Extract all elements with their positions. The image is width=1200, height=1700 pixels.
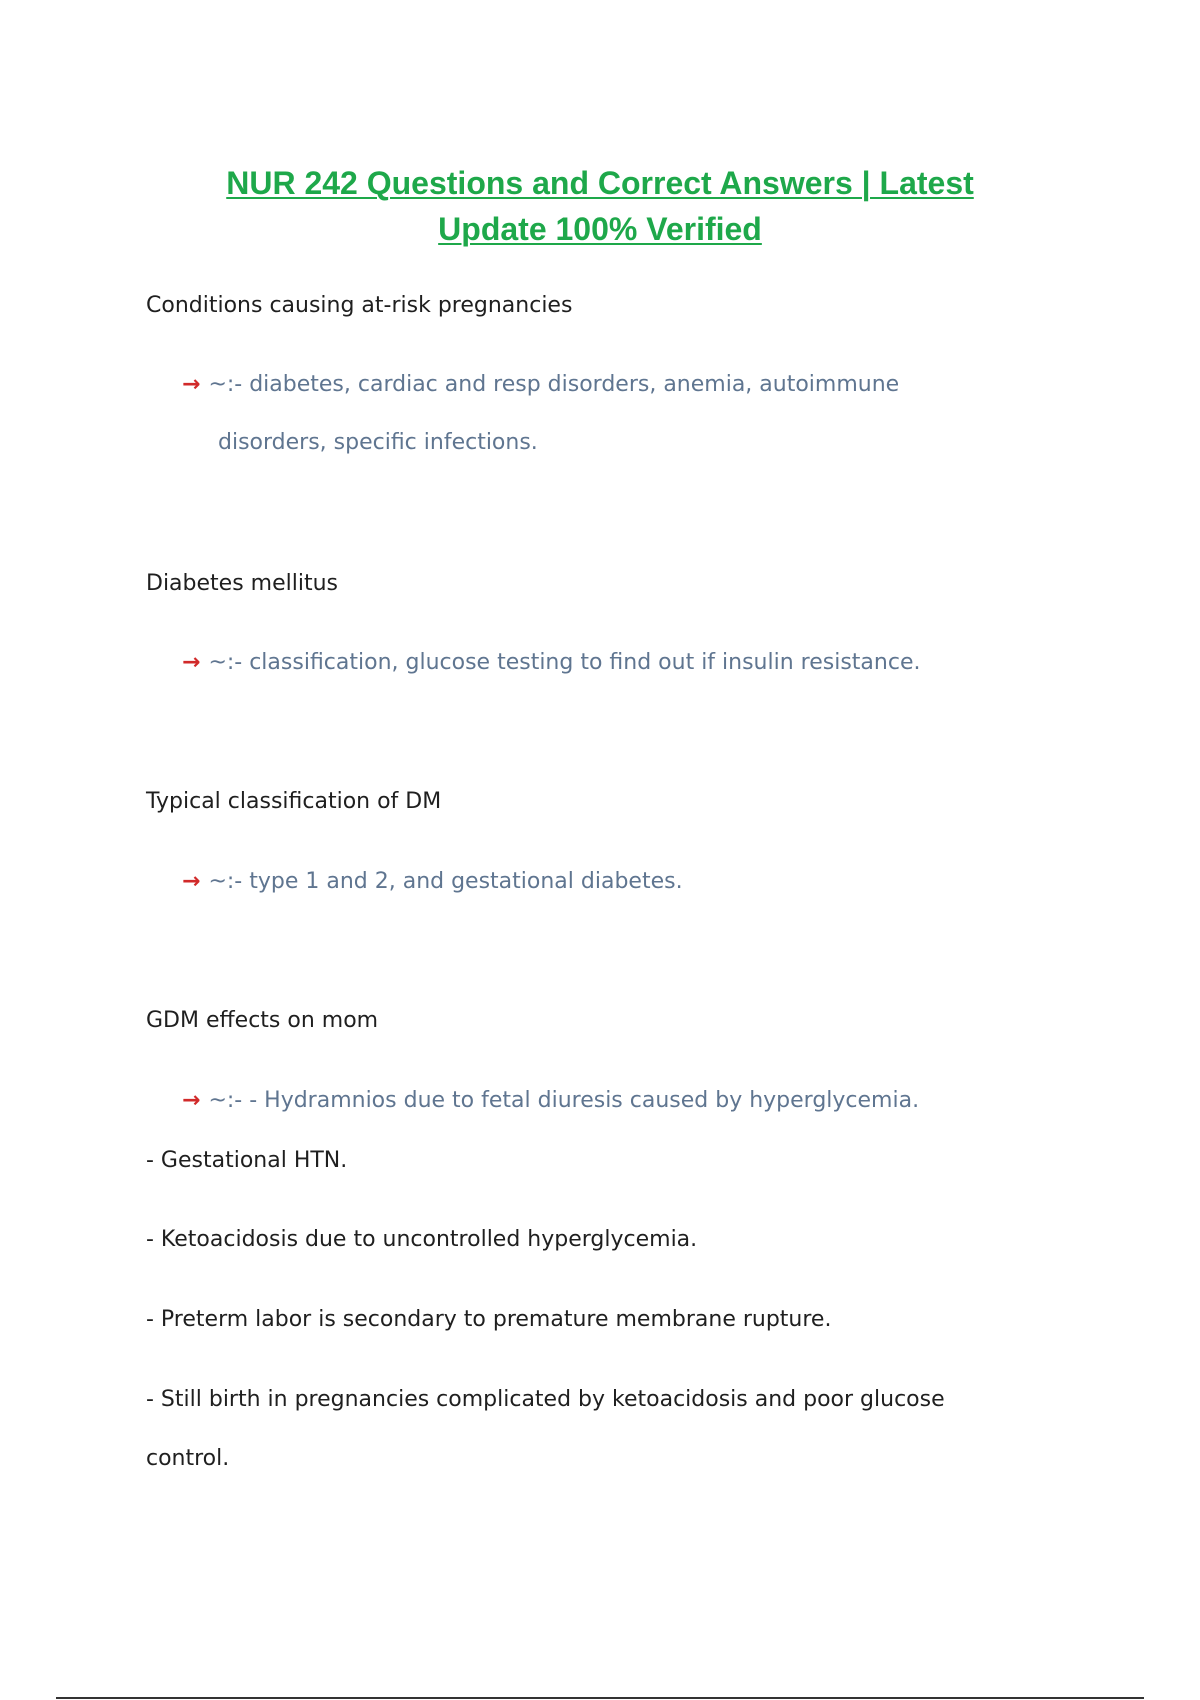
right-arrow-icon: → [182,869,201,894]
question-2: Diabetes mellitus [146,571,338,596]
question-4: GDM effects on mom [146,1008,379,1033]
right-arrow-icon: → [182,372,201,397]
answer-3-line-1: ~:- type 1 and 2, and gestational diabetes. [208,869,683,894]
right-arrow-icon: → [182,650,201,675]
title-line-2: Update 100% Verified [438,211,762,247]
right-arrow-icon: → [182,1088,201,1113]
answer-1-line-1: ~:- diabetes, cardiac and resp disorders, anemia, autoimmune [208,372,900,397]
question-3: Typical classification of DM [146,789,442,814]
title-line-1: NUR 242 Questions and Correct Answers | Latest [226,165,974,201]
footer-divider [56,1697,1144,1699]
question-1: Conditions causing at-risk pregnancies [146,293,573,318]
note-item: - Ketoacidosis due to uncontrolled hyperglycemia. [146,1227,698,1252]
answer-3 [182,853,1002,911]
answer-4-line-1: ~:- - Hydramnios due to fetal diuresis caused by hyperglycemia. [208,1088,920,1113]
note-item: - Still birth in pregnancies complicated by ketoacidosis and poor glucose [146,1387,945,1412]
answer-2 [182,634,1002,692]
answer-1 [182,356,1002,472]
note-item: - Preterm labor is secondary to premature membrane rupture. [146,1307,832,1332]
answer-4 [182,1072,1002,1130]
page-title [150,160,1050,252]
answer-2-line-1: ~:- classification, glucose testing to find out if insulin resistance. [208,650,921,675]
answer-1-line-2: disorders, specific infections. [218,430,538,455]
note-item: - Gestational HTN. [146,1148,348,1173]
note-item: control. [146,1446,230,1471]
